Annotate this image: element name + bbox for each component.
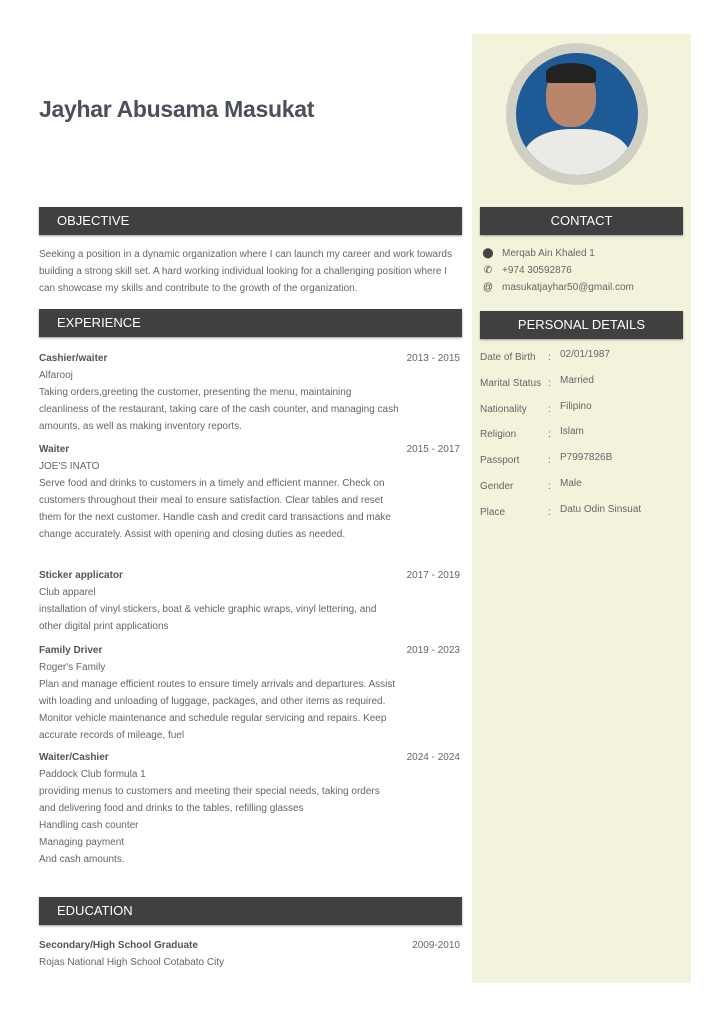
contact-address: ⬤ Merqab Ain Khaled 1 — [482, 245, 682, 262]
job-years: 2019 - 2023 — [406, 645, 460, 656]
education-header: EDUCATION — [39, 897, 462, 925]
company: JOE'S INATO — [39, 461, 100, 472]
detail-colon: : — [548, 403, 551, 415]
job-description: And cash amounts. — [39, 854, 125, 865]
job-years: 2015 - 2017 — [406, 444, 460, 455]
company: Alfarooj — [39, 370, 73, 381]
job-description: Serve food and drinks to customers in a timely and efficient manner. Check on customers throughout their meal to ensure satisfaction. Clear tables and reset them for the next customer. Handle cash and credit card transactions and make change accurately. Assist with opening and closing duties as needed. — [39, 478, 391, 540]
detail-value: 02/01/1987 — [560, 349, 611, 360]
detail-label: Gender — [480, 481, 514, 492]
objective-header: OBJECTIVE — [39, 207, 462, 235]
detail-value: P7997826B — [560, 452, 613, 464]
detail-colon: : — [548, 506, 551, 518]
detail-colon: : — [548, 481, 551, 492]
phone-icon: ✆ — [483, 265, 493, 276]
job-title: Waiter/Cashier — [39, 752, 109, 763]
job-description: Managing payment — [39, 837, 125, 848]
profile-photo — [506, 43, 648, 185]
full-name: Jayhar Abusama Masukat — [39, 96, 315, 122]
experience-entry — [39, 642, 460, 744]
email-icon: @ — [482, 282, 494, 293]
contact-phone: ✆ +974 30592876 — [482, 262, 682, 279]
objective-text: Seeking a position in a dynamic organization where I can launch my career and work towards building a strong skill set. A hard working individual looking for a challenging position where I can showcase my skills and contribute to the growth of the organization. — [39, 249, 452, 294]
detail-value: Islam — [560, 426, 584, 438]
detail-colon: : — [548, 352, 551, 363]
detail-value: Filipino — [560, 400, 592, 412]
job-years: 2017 - 2019 — [406, 570, 460, 581]
detail-value: Married — [560, 374, 594, 386]
experience-entry — [39, 441, 460, 543]
personal-detail-row — [480, 478, 680, 492]
detail-colon: : — [548, 429, 551, 441]
detail-value: Male — [560, 478, 582, 489]
detail-colon: : — [548, 377, 551, 389]
detail-label: Passport — [480, 455, 520, 467]
detail-label: Marital Status — [480, 377, 542, 389]
job-description: Taking orders,greeting the customer, presenting the menu, maintaining cleanliness of the restaurant, taking care of the cash counter, and managing cash amounts, as well as making inventory reports. — [39, 387, 399, 432]
experience-entry — [39, 350, 460, 435]
detail-label: Religion — [480, 429, 517, 441]
job-description: Handling cash counter — [39, 820, 139, 831]
personal-detail-row — [480, 349, 680, 363]
company: Roger's Family — [39, 662, 106, 673]
personal-details-header: PERSONAL DETAILS — [480, 311, 683, 339]
detail-label: Date of Birth — [480, 352, 536, 363]
experience-entry — [39, 567, 460, 635]
experience-header: EXPERIENCE — [39, 309, 462, 337]
detail-label: Nationality — [480, 403, 527, 415]
job-description: providing menus to customers and meeting their special needs, taking orders and delivering food and drinks to the tables, refilling glasses — [39, 786, 380, 814]
contact-header: CONTACT — [480, 207, 683, 235]
experience-entry — [39, 749, 460, 868]
job-description: Plan and manage efficient routes to ensure timely arrivals and departures. Assist with loading and unloading of luggage, packages, and other items as required. Monitor vehicle maintenance and schedule regular servicing and repairs. Keep accurate records of mileage, fuel — [39, 679, 396, 741]
personal-detail-row — [480, 400, 680, 415]
education-entry — [39, 937, 460, 971]
job-title: Waiter — [39, 444, 70, 455]
contact-email[interactable]: @ masukatjayhar50@gmail.com — [482, 279, 682, 296]
personal-detail-row — [480, 503, 680, 518]
education-years: 2009-2010 — [412, 940, 460, 951]
company: Club apparel — [39, 587, 96, 598]
detail-colon: : — [548, 455, 551, 467]
job-years: 2024 - 2024 — [406, 752, 460, 763]
education-school: Rojas National High School Cotabato City — [39, 957, 225, 968]
company: Paddock Club formula 1 — [39, 769, 146, 780]
job-title: Family Driver — [39, 645, 103, 656]
personal-detail-row — [480, 452, 680, 467]
job-description: installation of vinyl stickers, boat & vehicle graphic wraps, vinyl lettering, and other digital print applications — [39, 604, 377, 632]
job-title: Sticker applicator — [39, 570, 123, 581]
personal-detail-row — [480, 374, 680, 389]
location-icon: ⬤ — [482, 248, 494, 259]
detail-label: Place — [480, 506, 506, 518]
personal-detail-row — [480, 426, 680, 441]
job-title: Cashier/waiter — [39, 353, 108, 364]
education-title: Secondary/High School Graduate — [39, 940, 198, 951]
job-years: 2013 - 2015 — [406, 353, 460, 364]
detail-value: Datu Odin Sinsuat — [560, 503, 642, 515]
